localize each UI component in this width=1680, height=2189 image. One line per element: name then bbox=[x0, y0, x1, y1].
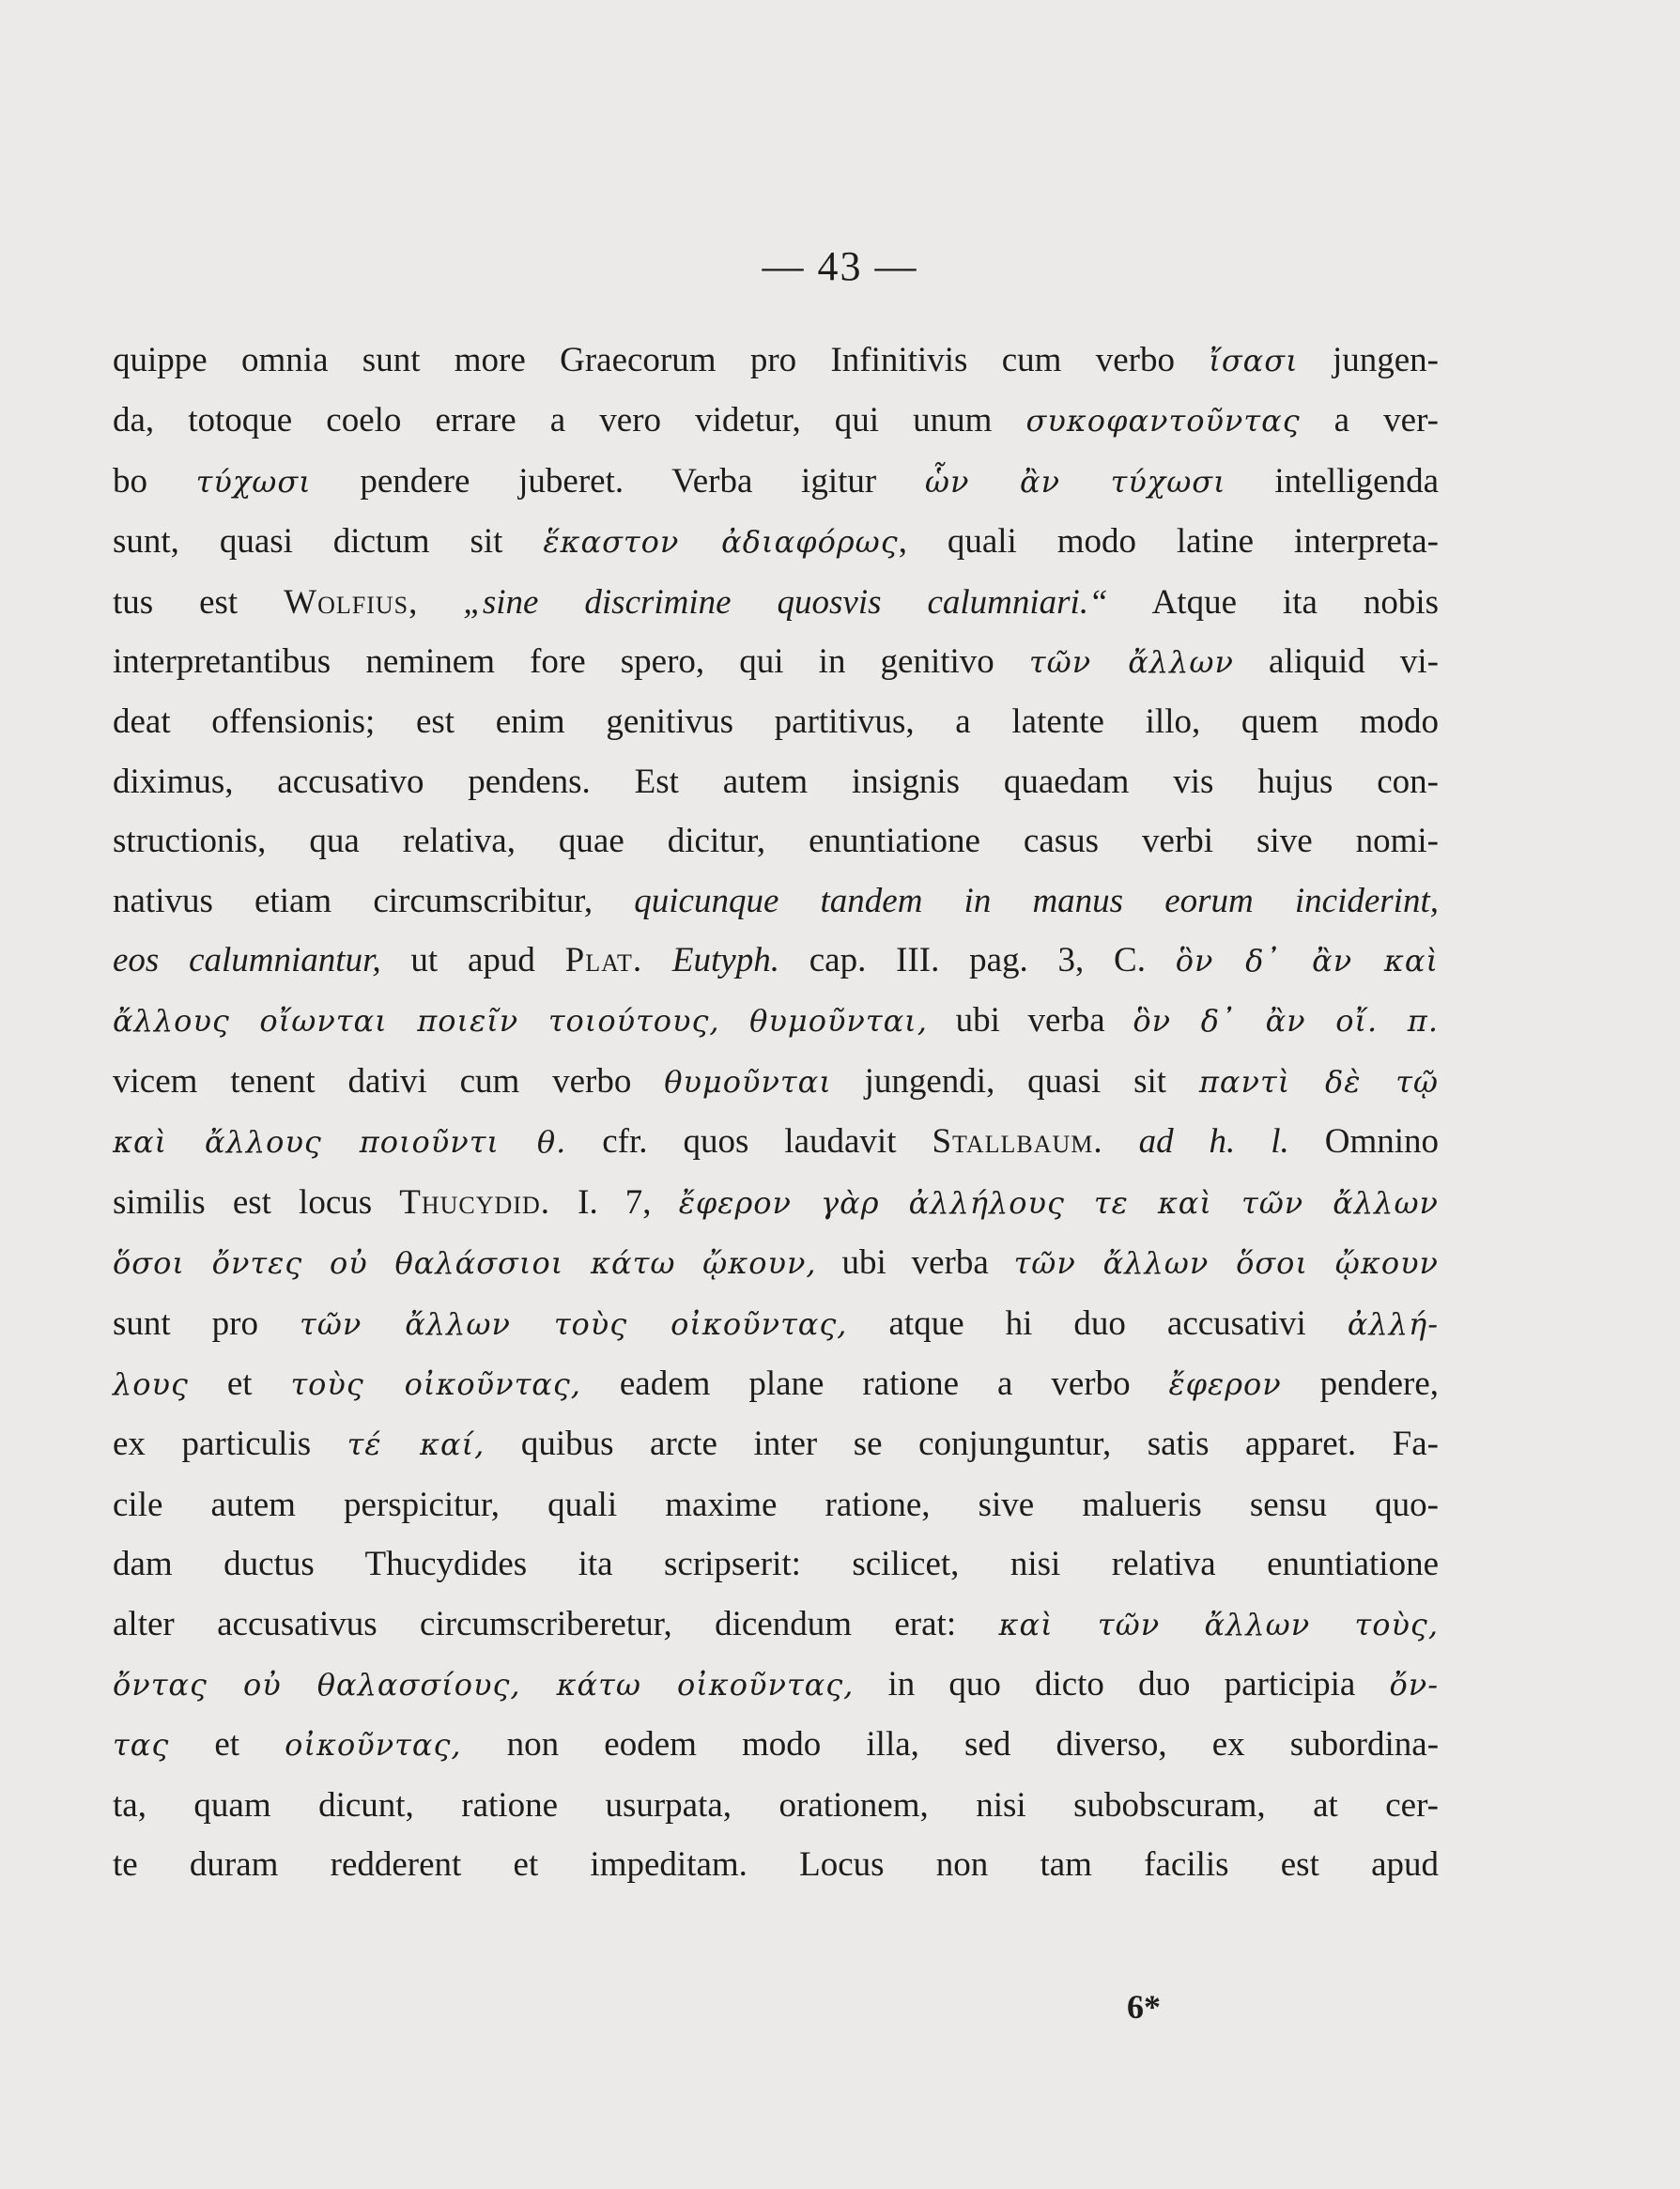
text-line bbox=[113, 1052, 1439, 1112]
text-line bbox=[113, 331, 1439, 391]
latin-text: ubi verba bbox=[927, 1001, 1133, 1041]
text-line bbox=[113, 1354, 1439, 1414]
author-name: Wolfius bbox=[284, 582, 409, 622]
latin-text: sunt, quasi dictum sit bbox=[113, 522, 544, 562]
greek-text: ὄν- bbox=[1389, 1666, 1439, 1703]
latin-text: ut apud bbox=[380, 941, 565, 980]
latin-text: eadem plane ratione a verbo bbox=[580, 1364, 1169, 1403]
author-name: Plat. bbox=[564, 941, 643, 980]
italic-text: ad h. l. bbox=[1138, 1122, 1289, 1162]
greek-text: τῶν ἄλλων ὅσοι ᾤκουν bbox=[1013, 1245, 1440, 1282]
latin-text: I. 7, bbox=[550, 1182, 679, 1222]
latin-text: , bbox=[408, 582, 464, 622]
greek-text: ὃν δ᾽ ἂν καὶ bbox=[1175, 943, 1440, 979]
latin-text: aliquid vi- bbox=[1233, 642, 1439, 682]
latin-text: Atque ita nobis bbox=[1107, 582, 1440, 622]
greek-text: ὃν δ᾽ ἂν οἴ. π. bbox=[1133, 1003, 1440, 1040]
latin-text bbox=[642, 941, 672, 979]
latin-text: a ver- bbox=[1300, 401, 1440, 440]
latin-text: atque hi duo accusativi bbox=[847, 1303, 1348, 1343]
greek-text: τας bbox=[113, 1727, 170, 1764]
author-name: Stallbaum. bbox=[932, 1122, 1103, 1162]
latin-text: da, totoque coelo errare a vero videtur, qui unum bbox=[113, 401, 1026, 440]
text-line bbox=[113, 1233, 1439, 1293]
text-line bbox=[113, 1112, 1439, 1172]
greek-text: ἄλλους οἴωνται ποιεῖν τοιούτους, θυμοῦνται, bbox=[113, 1003, 928, 1040]
greek-text: τύχωσι bbox=[195, 463, 312, 500]
latin-text: jungendi, quasi sit bbox=[831, 1061, 1199, 1101]
text-line bbox=[113, 1715, 1439, 1775]
latin-text: in quo dicto duo participia bbox=[854, 1664, 1390, 1703]
text-line bbox=[113, 871, 1439, 931]
greek-text: λους bbox=[113, 1365, 189, 1402]
text-line bbox=[113, 1534, 1439, 1594]
latin-text: ubi verba bbox=[816, 1243, 1014, 1283]
greek-text: ὧν ἂν τύχωσι bbox=[924, 463, 1226, 500]
text-line bbox=[113, 452, 1439, 512]
text-line bbox=[113, 512, 1439, 572]
latin-text: ta, quam dicunt, ratione usurpata, orationem, nisi subobscuram, at cer- bbox=[113, 1785, 1439, 1825]
greek-text: τῶν ἄλλων bbox=[1028, 644, 1234, 681]
text-line bbox=[113, 811, 1439, 871]
greek-text: τέ καί, bbox=[347, 1426, 486, 1463]
latin-text: te duram redderent et impeditam. Locus non tam facilis est apud bbox=[113, 1845, 1439, 1885]
latin-text: quippe omnia sunt more Graecorum pro Infinitivis cum verbo bbox=[113, 341, 1210, 379]
latin-text: cap. III. pag. 3, C. bbox=[778, 941, 1176, 980]
latin-text: cile autem perspicitur, quali maxime ratione, sive malueris sensu quo- bbox=[113, 1485, 1439, 1524]
greek-text: ἴσασι bbox=[1209, 343, 1299, 378]
text-line bbox=[113, 991, 1439, 1051]
italic-text: quicunque tandem in manus eorum inciderint, bbox=[634, 881, 1439, 920]
text-line bbox=[113, 632, 1439, 692]
latin-text: sunt pro bbox=[113, 1303, 301, 1343]
text-line bbox=[113, 1655, 1439, 1715]
greek-text: ἔφερον γὰρ ἀλλήλους τε καὶ τῶν ἄλλων bbox=[678, 1184, 1440, 1221]
greek-text: ἕκαστον ἀδιαφόρως bbox=[543, 524, 899, 561]
latin-text: et bbox=[188, 1364, 291, 1403]
greek-text: καὶ τῶν ἄλλων τοὺς, bbox=[998, 1606, 1440, 1642]
latin-text: jungen- bbox=[1298, 341, 1439, 379]
greek-text: τῶν ἄλλων τοὺς οἰκοῦντας, bbox=[300, 1305, 848, 1342]
latin-text: interpretantibus neminem fore spero, qui in genitivo bbox=[113, 642, 1029, 682]
latin-text: pendere, bbox=[1281, 1364, 1439, 1403]
latin-text: bo bbox=[113, 461, 196, 501]
author-name: Thucydid. bbox=[399, 1182, 550, 1222]
text-line bbox=[113, 1776, 1439, 1835]
latin-text: dam ductus Thucydides ita scripserit: scilicet, nisi relativa enuntiatione bbox=[113, 1545, 1439, 1584]
latin-text: quibus arcte inter se conjunguntur, satis apparet. Fa- bbox=[485, 1425, 1440, 1464]
italic-text: eos calumniantur, bbox=[113, 941, 381, 980]
greek-text: ἀλλή- bbox=[1347, 1305, 1439, 1342]
latin-text: tus est bbox=[113, 582, 285, 622]
text-line bbox=[113, 573, 1439, 632]
latin-text: structionis, qua relativa, quae dicitur, enuntiatione casus verbi sive nomi- bbox=[113, 822, 1439, 861]
greek-text: ὄντας οὐ θαλασσίους, κάτω οἰκοῦντας, bbox=[113, 1666, 855, 1703]
text-line bbox=[113, 931, 1439, 991]
latin-text: cfr. quos laudavit bbox=[566, 1122, 932, 1162]
text-line bbox=[113, 1595, 1439, 1655]
latin-text: alter accusativus circumscriberetur, dicendum erat: bbox=[113, 1604, 999, 1643]
text-line bbox=[113, 1294, 1439, 1354]
latin-text bbox=[1103, 1122, 1139, 1161]
text-line bbox=[113, 1414, 1439, 1474]
latin-text: similis est locus bbox=[113, 1182, 400, 1222]
greek-text: ὅσοι ὄντες οὐ θαλάσσιοι κάτω ᾤκουν, bbox=[113, 1245, 817, 1282]
signature-mark: 6* bbox=[1127, 1988, 1161, 2026]
latin-text: deat offensionis; est enim genitivus partitivus, a latente illo, quem modo bbox=[113, 702, 1439, 742]
text-line bbox=[113, 1475, 1439, 1534]
greek-text: οἰκοῦντας, bbox=[285, 1727, 462, 1764]
body-text bbox=[113, 331, 1439, 1895]
text-line bbox=[113, 1173, 1439, 1233]
greek-text: καὶ ἄλλους ποιοῦντι θ. bbox=[113, 1124, 567, 1161]
latin-text: diximus, accusativo pendens. Est autem insignis quaedam vis hujus con- bbox=[113, 762, 1439, 801]
text-line bbox=[113, 1835, 1439, 1894]
greek-text: θυμοῦνται bbox=[664, 1063, 832, 1100]
text-line bbox=[113, 692, 1439, 751]
latin-text: vicem tenent dativi cum verbo bbox=[113, 1061, 665, 1101]
latin-text: non eodem modo illa, sed diverso, ex subordina- bbox=[461, 1725, 1440, 1765]
latin-text: ex particulis bbox=[113, 1425, 347, 1464]
text-line bbox=[113, 391, 1439, 451]
text-line bbox=[113, 752, 1439, 811]
latin-text: Omnino bbox=[1288, 1122, 1440, 1162]
greek-text: παντὶ δὲ τῷ bbox=[1198, 1063, 1439, 1100]
page-number: — 43 — bbox=[762, 243, 918, 289]
latin-text: pendere juberet. Verba igitur bbox=[311, 461, 925, 501]
latin-text: intelligenda bbox=[1225, 461, 1440, 501]
greek-text: τοὺς οἰκοῦντας, bbox=[290, 1365, 581, 1402]
italic-text: Eutyph. bbox=[671, 941, 779, 980]
italic-text: „sine discrimine quosvis calumniari.“ bbox=[463, 582, 1108, 622]
latin-text: et bbox=[169, 1725, 285, 1765]
latin-text: , quali modo latine interpreta- bbox=[898, 522, 1440, 562]
greek-text: συκοφαντοῦντας bbox=[1025, 403, 1301, 439]
latin-text: nativus etiam circumscribitur, bbox=[113, 881, 635, 920]
greek-text: ἔφερον bbox=[1168, 1365, 1282, 1402]
